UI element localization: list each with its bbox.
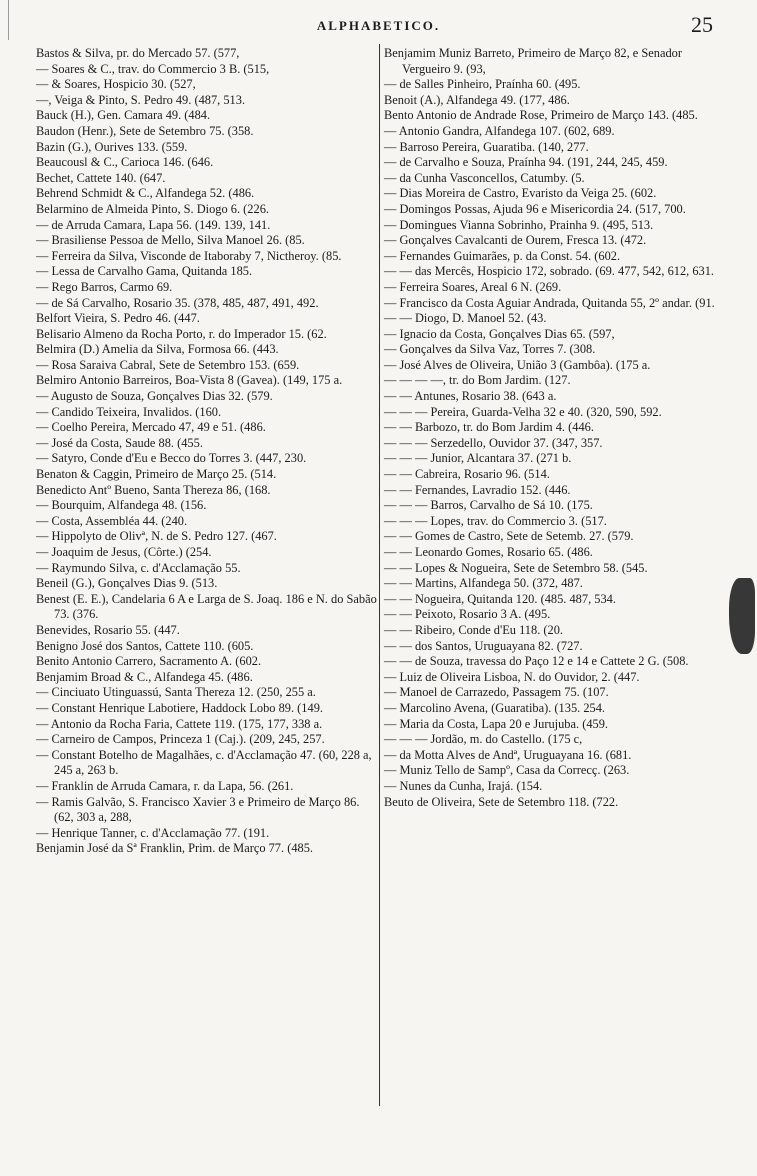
- directory-entry: — — — Lopes, trav. do Commercio 3. (517.: [384, 513, 607, 528]
- directory-entry: — — — Jordão, m. do Castello. (175 c,: [384, 732, 583, 747]
- directory-entry: — — Barbozo, tr. do Bom Jardim 4. (446.: [384, 420, 594, 435]
- directory-entry: — — Peixoto, Rosario 3 A. (495.: [384, 607, 551, 622]
- ink-stain: [729, 578, 755, 654]
- directory-entry: —, Veiga & Pinto, S. Pedro 49. (487, 513.: [36, 92, 246, 107]
- directory-entry: Bauck (H.), Gen. Camara 49. (484.: [36, 108, 211, 123]
- directory-entry: Benevides, Rosario 55. (447.: [36, 622, 180, 637]
- directory-entry: — Domingos Possas, Ajuda 96 e Misericordia 24. (517, 700.: [384, 201, 686, 216]
- directory-entry: — Soares & C., trav. do Commercio 3 B. (515,: [36, 61, 270, 76]
- directory-entry: — Nunes da Cunha, Irajá. (154.: [384, 778, 543, 793]
- directory-entry: Benjamim Muniz Barreto, Primeiro de Março 82, e Senador Vergueiro 9. (93,: [384, 46, 682, 76]
- directory-entry: — — — —, tr. do Bom Jardim. (127.: [384, 373, 571, 388]
- directory-entry: Behrend Schmidt & C., Alfandega 52. (486.: [36, 186, 255, 201]
- directory-entry: — Marcolino Avena, (Guaratiba). (135. 254.: [384, 700, 606, 715]
- directory-entry: — Satyro, Conde d'Eu e Becco do Torres 3. (447, 230.: [36, 451, 307, 466]
- directory-entry: — Ramis Galvão, S. Francisco Xavier 3 e Primeiro de Março 86. (62, 303 a, 288,: [36, 794, 360, 825]
- directory-entry: — Costa, Assembléa 44. (240.: [36, 513, 188, 528]
- directory-entry: Belmira (D.) Amelia da Silva, Formosa 66. (443.: [36, 342, 279, 357]
- directory-entry: — — de Souza, travessa do Paço 12 e 14 e Cattete 2 G. (508.: [384, 654, 689, 669]
- directory-entry: — Joaquim de Jesus, (Côrte.) (254.: [36, 545, 212, 559]
- directory-entry: — — — Barros, Carvalho de Sá 10. (175.: [384, 498, 593, 513]
- directory-entry: — — Cabreira, Rosario 96. (514.: [384, 467, 550, 482]
- directory-entry: — Luiz de Oliveira Lisboa, N. do Ouvidor, 2. (447.: [384, 669, 640, 684]
- page-number: 25: [691, 12, 713, 37]
- directory-entry: — Fernandes Guimarães, p. da Const. 54. (602.: [384, 248, 621, 263]
- directory-entry: — Rosa Saraiva Cabral, Sete de Setembro 153. (659.: [36, 357, 300, 372]
- directory-entry: — Manoel de Carrazedo, Passagem 75. (107.: [384, 685, 609, 700]
- directory-entry: — — das Mercês, Hospicio 172, sobrado. (69. 477, 542, 612, 631.: [384, 264, 715, 279]
- directory-entry: — Ignacio da Costa, Gonçalves Dias 65. (597,: [384, 326, 615, 341]
- directory-entry: — Ferreira da Silva, Visconde de Itaboraby 7, Nictheroy. (85.: [36, 248, 342, 263]
- directory-entry: — — dos Santos, Uruguayana 82. (727.: [384, 638, 583, 653]
- directory-entry: — — Diogo, D. Manoel 52. (43.: [384, 311, 547, 326]
- directory-entry: — Augusto de Souza, Gonçalves Dias 32. (579.: [36, 389, 273, 404]
- directory-entry: Belmiro Antonio Barreiros, Boa-Vista 8 (Gavea). (149, 175 a.: [36, 373, 343, 388]
- directory-entry: Belfort Vieira, S. Pedro 46. (447.: [36, 311, 200, 326]
- directory-entry: — — Lopes & Nogueira, Sete de Setembro 58. (545.: [384, 560, 648, 575]
- directory-entry: — de Salles Pinheiro, Praínha 60. (495.: [384, 77, 581, 92]
- directory-entry: Benigno José dos Santos, Cattete 110. (605.: [36, 638, 254, 653]
- directory-entry: — Gonçalves da Silva Vaz, Torres 7. (308.: [384, 342, 596, 357]
- directory-entry: — de Carvalho e Souza, Praínha 94. (191, 244, 245, 459.: [384, 155, 668, 170]
- directory-entry: — — Gomes de Castro, Sete de Setemb. 27. (579.: [384, 529, 634, 544]
- directory-entry: — Raymundo Silva, c. d'Acclamação 55.: [36, 560, 241, 575]
- directory-entry: — Cinciuato Utinguassú, Santa Thereza 12. (250, 255 a.: [36, 685, 316, 700]
- directory-entry: — Candido Teixeira, Invalidos. (160.: [36, 404, 222, 419]
- directory-entry: Benjamim Broad & C., Alfandega 45. (486.: [36, 669, 253, 684]
- directory-entry: — — — Pereira, Guarda-Velha 32 e 40. (320, 590, 592.: [384, 404, 662, 419]
- right-column: [384, 46, 730, 810]
- directory-entry: — de Sá Carvalho, Rosario 35. (378, 485, 487, 491, 492.: [36, 295, 319, 310]
- directory-entry: — de Arruda Camara, Lapa 56. (149. 139, 141.: [36, 217, 271, 232]
- directory-entry: — Muniz Tello de Sampº, Casa da Correcç. (263.: [384, 763, 630, 778]
- directory-entry: — — Nogueira, Quitanda 120. (485. 487, 534.: [384, 591, 616, 606]
- directory-entry: — Lessa de Carvalho Gama, Quitanda 185.: [36, 264, 253, 279]
- directory-entry: — Coelho Pereira, Mercado 47, 49 e 51. (486.: [36, 420, 266, 435]
- directory-entry: — Bourquim, Alfandega 48. (156.: [36, 498, 207, 513]
- directory-entry: Benoit (A.), Alfandega 49. (177, 486.: [384, 92, 570, 107]
- directory-entry: — — Antunes, Rosario 38. (643 a.: [384, 389, 557, 404]
- directory-entry: — Hippolyto de Olivª, N. de S. Pedro 127. (467.: [36, 529, 277, 544]
- directory-entry: — — Martins, Alfandega 50. (372, 487.: [384, 576, 583, 591]
- directory-entry: Benest (E. E.), Candelaria 6 A e Larga de S. Joaq. 186 e N. do Sabão 73. (376.: [36, 591, 377, 622]
- directory-entry: Beneil (G.), Gonçalves Dias 9. (513.: [36, 576, 218, 591]
- directory-entry: Benjamin José da Sª Franklin, Prim. de Março 77. (485.: [36, 841, 314, 856]
- directory-entry: — Ferreira Soares, Areal 6 N. (269.: [384, 279, 562, 294]
- directory-entry: — Brasiliense Pessoa de Mello, Silva Manoel 26. (85.: [36, 233, 305, 248]
- directory-entry: — — Ribeiro, Conde d'Eu 118. (20.: [384, 622, 564, 637]
- page-header-title: ALPHABETICO.: [316, 18, 441, 33]
- directory-entry: — Henrique Tanner, c. d'Acclamação 77. (191.: [36, 825, 270, 840]
- directory-entry: — Maria da Costa, Lapa 20 e Jurujuba. (459.: [384, 716, 609, 731]
- directory-entry: — Antonio Gandra, Alfandega 107. (602, 689.: [384, 123, 615, 138]
- directory-entry: — — — Serzedello, Ouvidor 37. (347, 357.: [384, 435, 603, 450]
- directory-entry: — da Cunha Vasconcellos, Catumby. (5.: [384, 170, 585, 185]
- directory-entry: Benito Antonio Carrero, Sacramento A. (602.: [36, 654, 262, 669]
- directory-entry: — — Fernandes, Lavradio 152. (446.: [384, 482, 571, 497]
- directory-entry: — Dias Moreira de Castro, Evaristo da Veiga 25. (602.: [384, 186, 657, 201]
- directory-entry: Bastos & Silva, pr. do Mercado 57. (577,: [36, 46, 240, 60]
- directory-entry: — Constant Botelho de Magalhães, c. d'Acclamação 47. (60, 228 a, 245 a, 263 b.: [36, 747, 372, 778]
- directory-entry: — Franklin de Arruda Camara, r. da Lapa, 56. (261.: [36, 778, 294, 793]
- directory-entry: — Francisco da Costa Aguiar Andrada, Quitanda 55, 2º andar. (91.: [384, 295, 715, 310]
- directory-entry: Belisario Almeno da Rocha Porto, r. do Imperador 15. (62.: [36, 326, 327, 341]
- directory-entry: Bazin (G.), Ourives 133. (559.: [36, 139, 188, 154]
- directory-entry: — Gonçalves Cavalcanti de Ourem, Fresca 13. (472.: [384, 233, 647, 248]
- left-column: [36, 46, 380, 857]
- directory-entry: Benaton & Caggin, Primeiro de Março 25. (514.: [36, 467, 277, 482]
- directory-entry: Bechet, Cattete 140. (647.: [36, 170, 166, 185]
- directory-entry: — José Alves de Oliveira, União 3 (Gambôa). (175 a.: [384, 357, 651, 372]
- directory-entry: — José da Costa, Saude 88. (455.: [36, 435, 203, 450]
- directory-entry: — Rego Barros, Carmo 69.: [36, 279, 173, 294]
- directory-entry: Beaucousl & C., Carioca 146. (646.: [36, 155, 214, 170]
- directory-entry: — — Leonardo Gomes, Rosario 65. (486.: [384, 545, 593, 559]
- directory-entry: — Domingues Vianna Sobrinho, Prainha 9. (495, 513.: [384, 217, 654, 232]
- directory-entry: Baudon (Henr.), Sete de Setembro 75. (358.: [36, 123, 254, 138]
- directory-entry: — Constant Henrique Labotiere, Haddock Lobo 89. (149.: [36, 700, 323, 715]
- directory-entry: — Barroso Pereira, Guaratiba. (140, 277.: [384, 139, 589, 154]
- directory-entry: Bento Antonio de Andrade Rose, Primeiro de Março 143. (485.: [384, 108, 698, 123]
- directory-entry: — & Soares, Hospicio 30. (527,: [36, 77, 196, 92]
- directory-entry: — Carneiro de Campos, Princeza 1 (Caj.). (209, 245, 257.: [36, 732, 325, 747]
- directory-entry: Beuto de Oliveira, Sete de Setembro 118. (722.: [384, 794, 619, 809]
- directory-entry: — Antonio da Rocha Faria, Cattete 119. (175, 177, 338 a.: [36, 716, 323, 731]
- directory-entry: — — — Junior, Alcantara 37. (271 b.: [384, 451, 572, 466]
- directory-entry: Belarmino de Almeida Pinto, S. Diogo 6. (226.: [36, 201, 269, 216]
- column-divider: [379, 44, 380, 1106]
- directory-entry: — da Motta Alves de Andª, Uruguayana 16. (681.: [384, 747, 632, 762]
- directory-entry: Benedicto Antº Bueno, Santa Thereza 86, (168.: [36, 482, 271, 497]
